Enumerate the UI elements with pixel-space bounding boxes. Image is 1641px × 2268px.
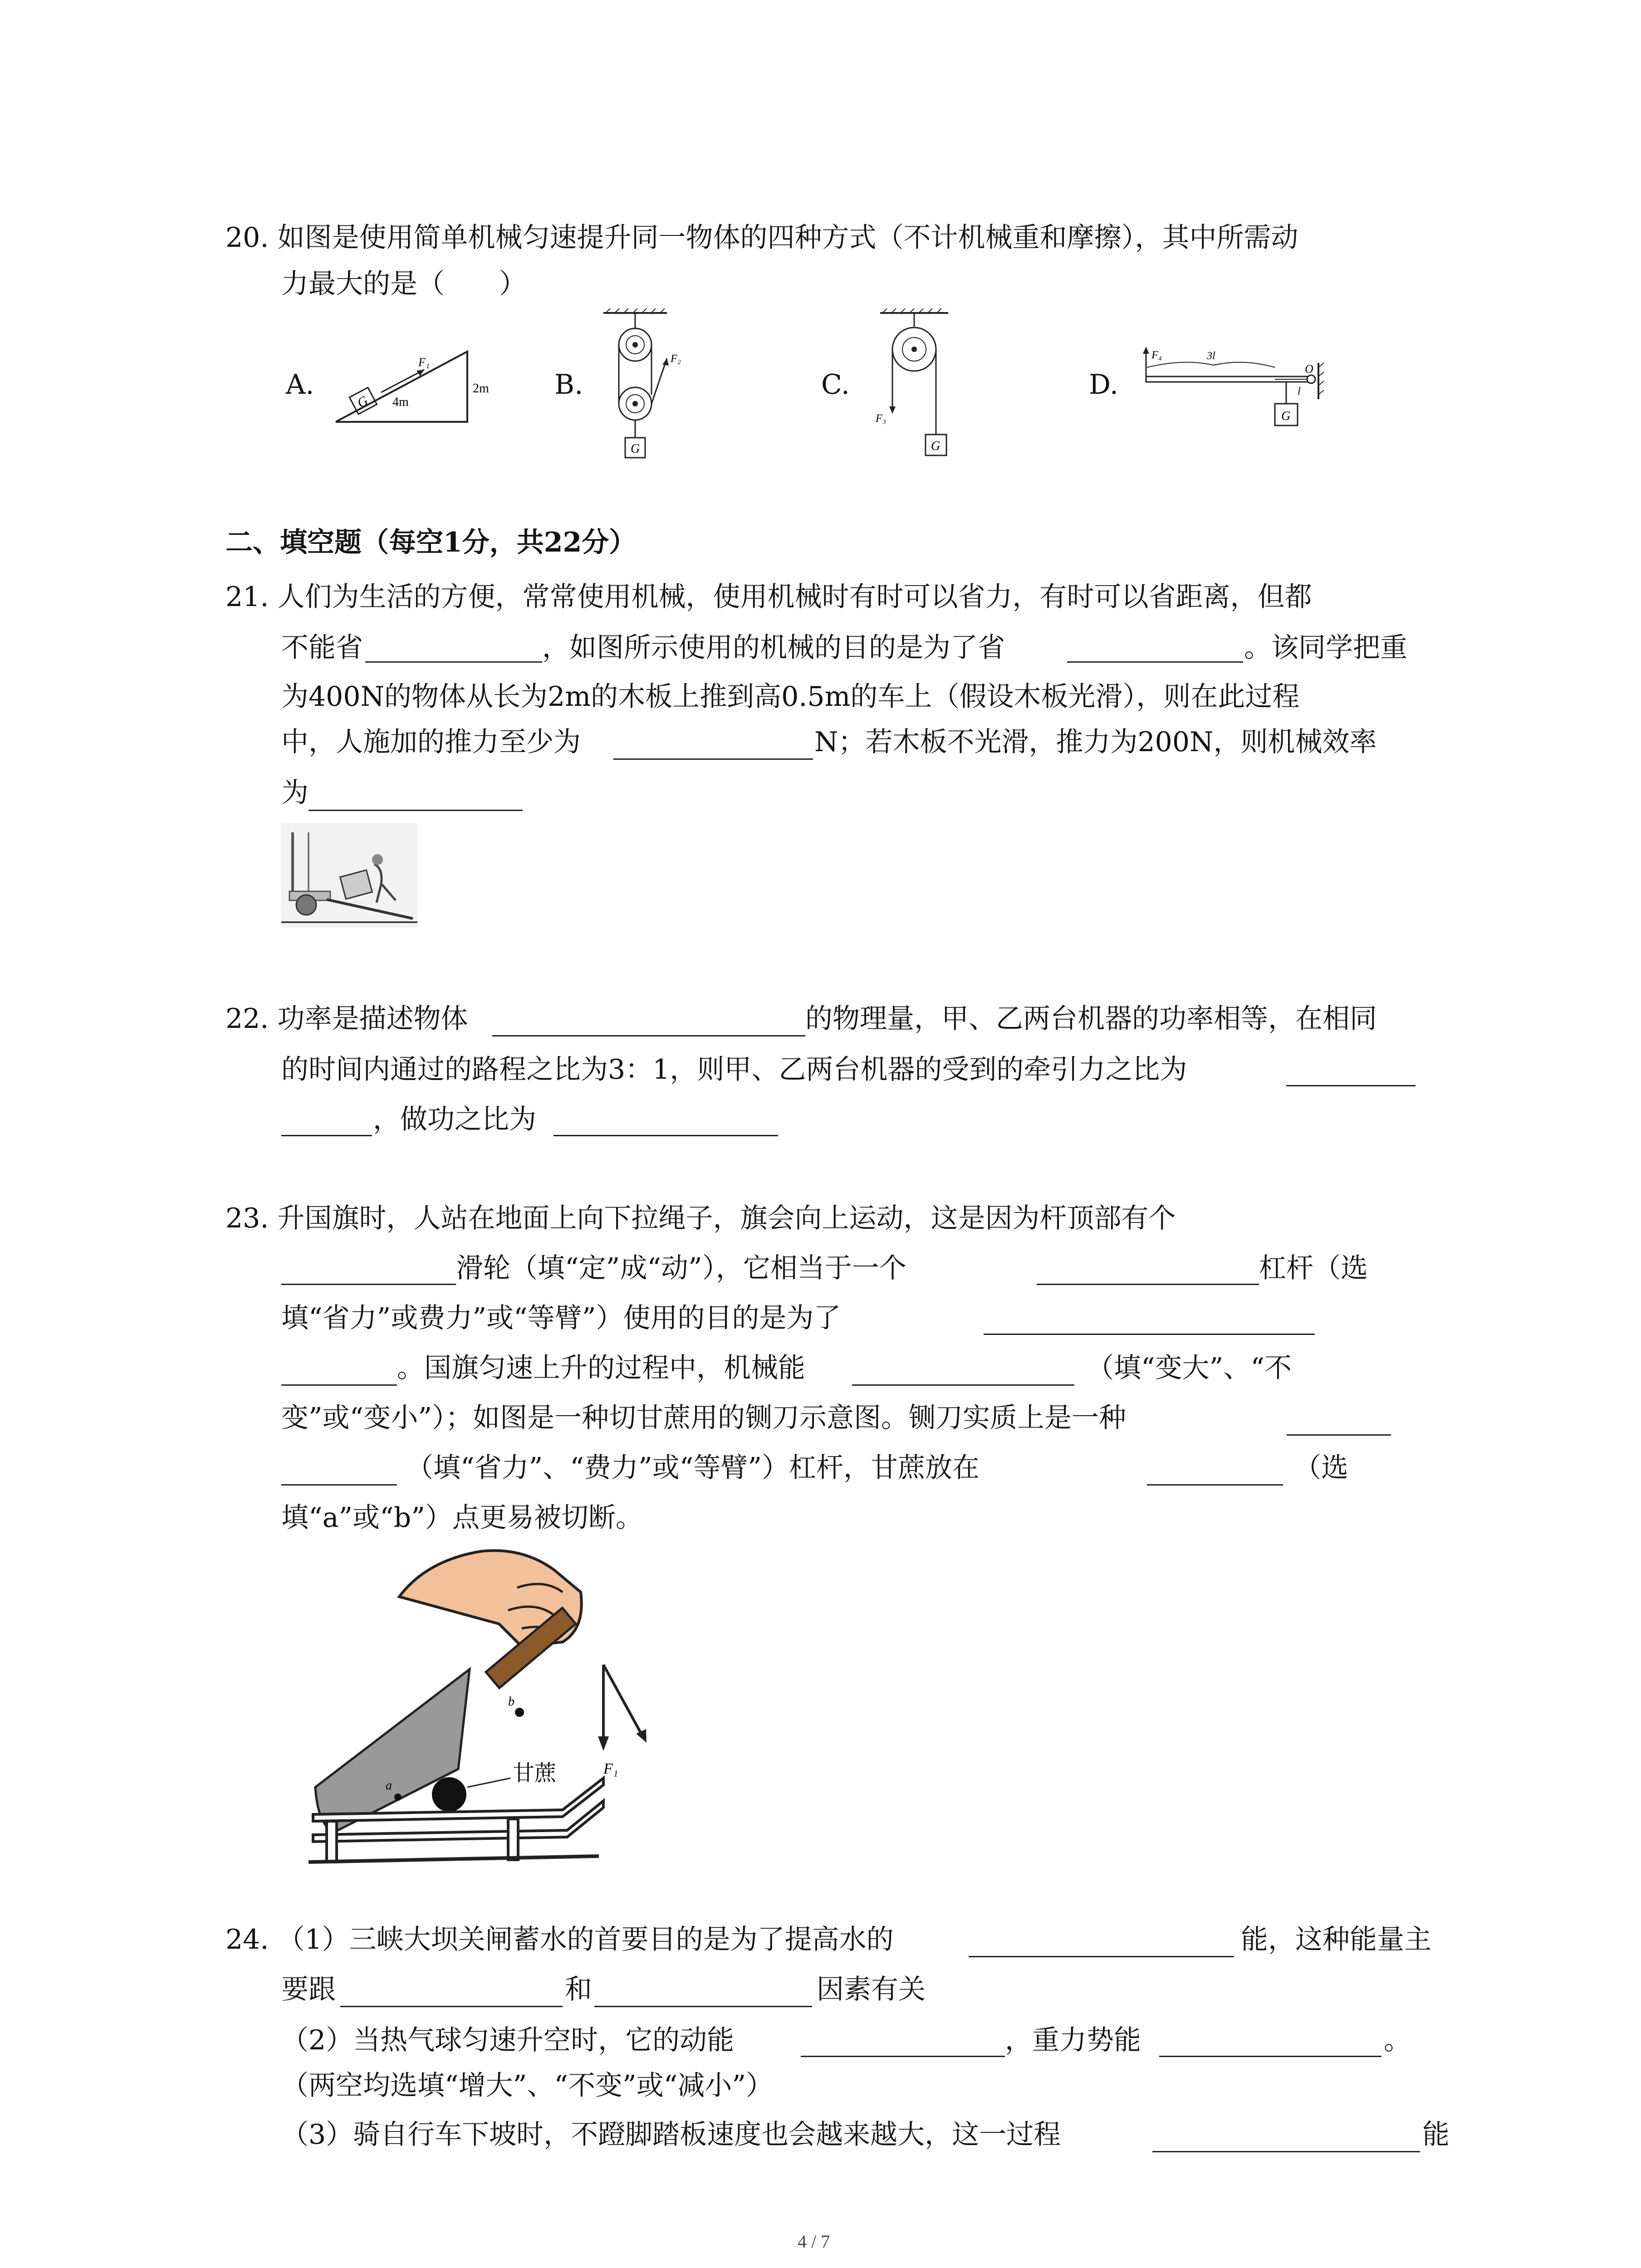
fig-d-f4-label: F₄ bbox=[1151, 349, 1162, 361]
q24-blank-1[interactable] bbox=[969, 1956, 1234, 1957]
figure-d-lever bbox=[1139, 340, 1338, 435]
q21-ramp-photo bbox=[281, 823, 417, 928]
q24-blank-4[interactable] bbox=[801, 2056, 1005, 2057]
q23-line4a: 。国旗匀速上升的过程中，机械能 bbox=[397, 1352, 805, 1384]
q23-line1: 23. 升国旗时，人站在地面上向下拉绳子，旗会向上运动，这是因为杆顶部有个 bbox=[225, 1202, 1176, 1234]
q21-line2b: ，如图所示使用的机械的目的是为了省 bbox=[542, 632, 1005, 664]
section-2-heading: 二、填空题（每空1分，共22分） bbox=[225, 527, 637, 558]
q23-chopper-figure bbox=[309, 1533, 717, 1869]
option-d-label: D. bbox=[1089, 369, 1119, 401]
q24-blank-2[interactable] bbox=[340, 2006, 563, 2007]
q21-blank-3[interactable] bbox=[613, 758, 813, 760]
q22-line1a: 22. 功率是描述物体 bbox=[225, 1003, 468, 1035]
q24-line2a: 要跟 bbox=[281, 1974, 336, 2005]
q23-line7: 填“a”或“b”）点更易被切断。 bbox=[281, 1502, 643, 1534]
q21-line3: 为400N的物体从长为2m的木板上推到高0.5m的车上（假设木板光滑），则在此过程 bbox=[281, 681, 1300, 713]
q23-line2b: 杠杆（选 bbox=[1259, 1252, 1368, 1284]
q21-blank-4[interactable] bbox=[309, 810, 523, 811]
q23-line6b: （选 bbox=[1294, 1452, 1348, 1484]
option-a-label: A. bbox=[286, 369, 314, 401]
q24-blank-3[interactable] bbox=[594, 2006, 812, 2007]
q23-line5: 变”或“变小”）；如图是一种切甘蔗用的铡刀示意图。铡刀实质上是一种 bbox=[281, 1402, 1127, 1434]
q23-blank-6[interactable] bbox=[1147, 1484, 1283, 1486]
q22-blank-2a[interactable] bbox=[1286, 1085, 1416, 1086]
q24-line1a: 24. （1）三峡大坝关闸蓄水的首要目的是为了提高水的 bbox=[225, 1924, 894, 1955]
q22-line2: 的时间内通过的路程之比为3：1，则甲、乙两台机器的受到的牵引力之比为 bbox=[281, 1054, 1187, 1085]
fig-d-3l-label: 3l bbox=[1207, 350, 1215, 362]
q24-blank-5[interactable] bbox=[1159, 2056, 1381, 2057]
q24-line2b: 和 bbox=[565, 1974, 592, 2005]
fig-d-l-label: l bbox=[1298, 386, 1301, 397]
q22-blank-3[interactable] bbox=[554, 1135, 778, 1136]
q23-blank-3a[interactable] bbox=[984, 1334, 1315, 1335]
q20-line2: 力最大的是（ ） bbox=[281, 268, 526, 300]
q24-line4: （两空均选填“增大”、“不变”或“减小”） bbox=[281, 2070, 774, 2102]
q21-line5: 为 bbox=[281, 777, 309, 809]
q24-line5a: （3）骑自行车下坡时，不蹬脚踏板速度也会越来越大，这一过程 bbox=[281, 2119, 1061, 2151]
q23-blank-2[interactable] bbox=[1037, 1284, 1259, 1285]
q23-line2a: 滑轮（填“定”成“动”），它相当于一个 bbox=[456, 1252, 906, 1284]
q23-blank-4[interactable] bbox=[852, 1384, 1074, 1386]
q21-line2c: 。该同学把重 bbox=[1244, 632, 1407, 664]
fig-d-g-label: G bbox=[1281, 409, 1291, 423]
option-c-label: C. bbox=[821, 369, 850, 401]
q22-line1b: 的物理量，甲、乙两台机器的功率相等，在相同 bbox=[805, 1003, 1377, 1035]
q24-line3c: 。 bbox=[1384, 2024, 1411, 2056]
q24-blank-6[interactable] bbox=[1152, 2151, 1420, 2152]
q24-line3b: ，重力势能 bbox=[1005, 2024, 1141, 2056]
q24-line3a: （2）当热气球匀速升空时，它的动能 bbox=[281, 2024, 735, 2056]
force-f1-label: F₁ bbox=[603, 1760, 618, 1777]
q22-blank-2b[interactable] bbox=[281, 1135, 372, 1136]
figure-b-pulley-block bbox=[594, 308, 712, 467]
q23-line4b: （填“变大”、“不 bbox=[1087, 1352, 1292, 1384]
q22-blank-1[interactable] bbox=[492, 1035, 805, 1036]
q20-line1: 20. 如图是使用简单机械匀速提升同一物体的四种方式（不计机械重和摩擦），其中所需动 bbox=[225, 222, 1298, 254]
point-b-label: b bbox=[508, 1695, 514, 1709]
q23-blank-3b[interactable] bbox=[281, 1384, 397, 1386]
figure-a-inclined-plane bbox=[331, 338, 504, 429]
fig-b-g-label: G bbox=[631, 442, 640, 456]
fig-a-f1-label: F₁ bbox=[418, 356, 430, 369]
sugarcane-label: 甘蔗 bbox=[513, 1761, 557, 1785]
q21-blank-2[interactable] bbox=[1067, 661, 1243, 663]
q21-line1: 21. 人们为生活的方便，常常使用机械，使用机械时有时可以省力，有时可以省距离，但都 bbox=[225, 581, 1312, 613]
q22-line3: ，做功之比为 bbox=[373, 1104, 536, 1135]
q23-line3: 填“省力”或费力”或“等臂”）使用的目的是为了 bbox=[281, 1302, 841, 1334]
fig-c-g-label: G bbox=[931, 439, 941, 453]
q24-line2c: 因素有关 bbox=[817, 1974, 926, 2005]
figure-c-fixed-pulley bbox=[871, 308, 971, 463]
q23-line6a: （填“省力”、“费力”或“等臂”）杠杆，甘蔗放在 bbox=[406, 1452, 980, 1484]
fig-b-f2-label: F₂ bbox=[671, 353, 681, 365]
q23-blank-5a[interactable] bbox=[1287, 1434, 1391, 1436]
q23-blank-1[interactable] bbox=[281, 1284, 456, 1285]
fig-c-f3-label: F₃ bbox=[876, 413, 887, 425]
q21-line2a: 不能省 bbox=[281, 632, 363, 664]
point-a-label: a bbox=[386, 1779, 392, 1793]
q24-line1b: 能，这种能量主 bbox=[1241, 1924, 1431, 1955]
fig-a-length-label: 4m bbox=[392, 395, 409, 409]
fig-a-g-label: G bbox=[354, 393, 371, 411]
q23-blank-5b[interactable] bbox=[281, 1484, 397, 1486]
option-b-label: B. bbox=[554, 369, 583, 401]
page-number: 4 / 7 bbox=[798, 2231, 830, 2252]
fig-d-o-label: O bbox=[1305, 362, 1313, 376]
q21-line4b: N；若木板不光滑，推力为200N，则机械效率 bbox=[814, 726, 1377, 758]
q24-line5b: 能 bbox=[1422, 2119, 1450, 2151]
fig-a-height-label: 2m bbox=[473, 381, 489, 396]
q21-line4a: 中，人施加的推力至少为 bbox=[281, 726, 581, 758]
q21-blank-1[interactable] bbox=[365, 661, 542, 663]
